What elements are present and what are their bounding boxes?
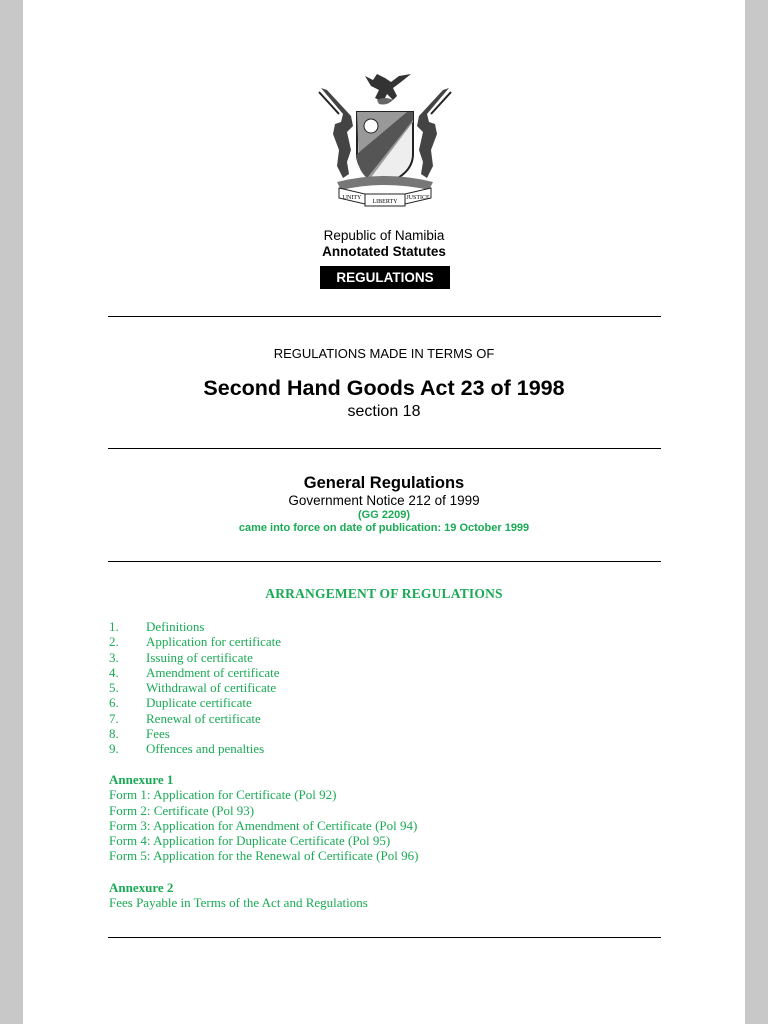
item-number: 9. — [109, 741, 119, 757]
regulations-badge: REGULATIONS — [320, 266, 450, 289]
item-number: 7. — [109, 710, 119, 726]
government-notice: Government Notice 212 of 1999 — [288, 493, 480, 508]
motto-liberty: LIBERTY — [372, 199, 398, 205]
namibia-coat-of-arms — [317, 70, 453, 210]
item-label: Duplicate certificate — [146, 695, 252, 711]
list-item[interactable] — [109, 634, 281, 649]
annexure-1-form-5[interactable]: Form 5: Application for the Renewal of Certificate (Pol 96) — [109, 848, 419, 864]
annexure-1-form-3[interactable]: Form 3: Application for Amendment of Certificate (Pol 94) — [109, 817, 418, 833]
arrangement-heading: ARRANGEMENT OF REGULATIONS — [265, 586, 503, 601]
general-regulations-title: General Regulations — [303, 474, 465, 492]
list-item[interactable] — [109, 650, 281, 665]
list-item[interactable] — [109, 680, 281, 695]
act-title: Second Hand Goods Act 23 of 1998 — [203, 376, 565, 400]
motto-justice: JUSTICE — [406, 195, 430, 201]
motto-unity: UNITY — [342, 195, 362, 201]
list-item[interactable] — [109, 665, 281, 680]
item-number: 3. — [109, 649, 119, 665]
annexure-1-form-2[interactable]: Form 2: Certificate (Pol 93) — [109, 802, 255, 818]
section-label: section 18 — [347, 403, 421, 420]
item-label: Renewal of certificate — [146, 710, 261, 726]
list-item[interactable] — [109, 726, 281, 741]
republic-label: Republic of Namibia — [323, 228, 445, 243]
annexure-1-title: Annexure 1 — [109, 772, 174, 787]
divider-4 — [108, 937, 661, 938]
item-label: Offences and penalties — [146, 741, 265, 757]
item-number: 4. — [109, 664, 119, 680]
annexure-2-fees[interactable]: Fees Payable in Terms of the Act and Regulations — [109, 895, 368, 911]
item-label: Fees — [146, 726, 170, 742]
in-force-date: came into force on date of publication: 19 October 1999 — [238, 522, 530, 534]
item-number: 5. — [109, 680, 119, 696]
divider-2 — [108, 448, 661, 449]
item-number: 2. — [109, 634, 119, 650]
regulations-list — [109, 619, 281, 757]
list-item[interactable] — [109, 711, 281, 726]
item-label: Definitions — [146, 619, 205, 634]
list-item[interactable] — [109, 741, 281, 756]
item-number: 1. — [109, 619, 119, 634]
divider-3 — [108, 561, 661, 562]
item-label: Application for certificate — [146, 634, 281, 650]
list-item[interactable] — [109, 619, 281, 634]
annexure-2-title: Annexure 2 — [109, 880, 174, 895]
annexure-1-form-4[interactable]: Form 4: Application for Duplicate Certificate (Pol 95) — [109, 833, 391, 849]
list-item[interactable] — [109, 695, 281, 710]
annexure-1-form-1[interactable]: Form 1: Application for Certificate (Pol 92) — [109, 787, 337, 803]
item-label: Withdrawal of certificate — [146, 680, 277, 696]
gazette-number: (GG 2209) — [358, 509, 410, 521]
item-number: 6. — [109, 695, 119, 711]
item-label: Amendment of certificate — [146, 664, 280, 680]
item-label: Issuing of certificate — [146, 649, 253, 665]
made-in-terms-label: REGULATIONS MADE IN TERMS OF — [273, 346, 495, 361]
annexure-1 — [109, 772, 418, 864]
document-page — [23, 0, 745, 1024]
divider-1 — [108, 316, 661, 317]
annexure-2 — [109, 880, 368, 911]
annotated-statutes-label: Annotated Statutes — [322, 244, 446, 259]
item-number: 8. — [109, 726, 119, 742]
